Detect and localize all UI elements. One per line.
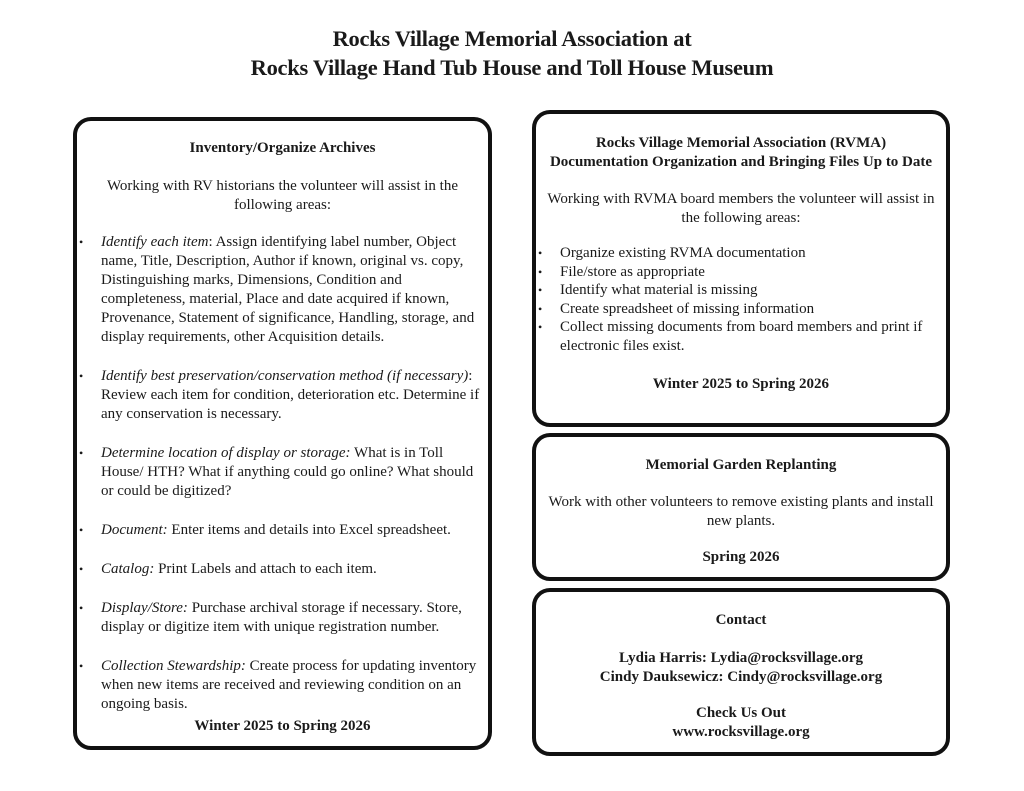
archives-date: Winter 2025 to Spring 2026 xyxy=(194,718,371,734)
list-item: • File/store as appropriate xyxy=(538,263,705,280)
bullet-icon: • xyxy=(79,659,84,673)
contact-heading: Contact xyxy=(715,612,767,628)
rvma-heading-line-1: Rocks Village Memorial Association (RVMA) xyxy=(595,135,887,151)
task-label: Catalog: xyxy=(101,561,155,577)
rvma-heading xyxy=(536,134,946,172)
bullet-icon: • xyxy=(79,446,84,460)
task-label: Determine location of display or storage: xyxy=(101,445,351,461)
task-text: Enter items and details into Excel spreadsheet. xyxy=(171,522,451,538)
rvma-date: Winter 2025 to Spring 2026 xyxy=(652,376,830,392)
list-item: • Organize existing RVMA documentation xyxy=(538,245,806,261)
list-item: • Collect missing documents from board members and print if electronic files exist. xyxy=(538,319,923,354)
list-item xyxy=(77,521,480,540)
list-item: • Identify what material is missing xyxy=(538,282,758,298)
garden-date: Spring 2026 xyxy=(702,549,780,565)
task-label: Identify best preservation/conservation method (if necessary) xyxy=(101,368,469,384)
list-item xyxy=(77,444,480,501)
bullet-icon: • xyxy=(538,320,543,334)
bullet-icon: • xyxy=(79,369,84,383)
rvma-intro: Working with RVMA board members the volunteer will assist in the following areas: xyxy=(547,191,935,226)
bullet-icon: • xyxy=(79,235,84,249)
contact-list xyxy=(536,649,946,687)
contact-cindy[interactable]: Cindy Dauksewicz: Cindy@rocksvillage.org xyxy=(599,669,883,685)
task-text: Purchase archival storage if necessary. Store, display or digitize item with unique registration number. xyxy=(101,600,462,635)
archives-intro: Working with RV historians the volunteer will assist in the following areas: xyxy=(106,178,459,213)
bullet-icon: • xyxy=(538,301,543,316)
task-label: Document: xyxy=(101,522,168,538)
archives-panel xyxy=(73,117,492,750)
list-item xyxy=(77,599,480,637)
bullet-icon: • xyxy=(79,601,84,615)
rvma-panel xyxy=(532,110,950,427)
task-label: Display/Store: xyxy=(101,600,188,616)
bullet-icon: • xyxy=(79,523,84,537)
contact-lydia[interactable]: Lydia Harris: Lydia@rocksvillage.org xyxy=(618,650,864,666)
archives-heading: Inventory/Organize Archives xyxy=(189,140,376,156)
archives-task-list xyxy=(77,233,480,734)
bullet-icon: • xyxy=(538,246,543,260)
list-item: • Identify each item: Assign identifying label number, Object name, Title, Description, Author if known, original vs. copy, Distinguishing marks, Dimensions, Condition and completeness, material, Place and date acquired if known, Provenance, Statement of significance, Handling, storage, and display requirements, other Acquisition details. xyxy=(79,234,475,345)
task-text: What is in Toll House/ HTH? What if anything could go online? What should or could be digitized? xyxy=(101,445,474,499)
list-item: • Identify best preservation/conservation method (if necessary): Review each item for condition, deterioration etc. Determine if any conservation is necessary. xyxy=(79,368,480,422)
page-title-line-1: Rocks Village Memorial Association at xyxy=(332,26,692,51)
website-link[interactable]: www.rocksvillage.org xyxy=(672,724,810,740)
check-us-out-label: Check Us Out xyxy=(695,705,786,721)
task-label: Collection Stewardship: xyxy=(101,658,246,674)
task-text: Assign identifying label number, Object name, Title, Description, Author if known, original vs. copy, Distinguishing marks, Dimensions, Condition and completeness, material, Place and date acquired if known, Provenance, Statement of significance, Handling, storage, and display requirements, other Acquisition details. xyxy=(101,234,475,345)
bullet-icon: • xyxy=(79,562,84,576)
task-label: Identify each item xyxy=(101,234,209,250)
list-item xyxy=(77,560,480,579)
page-title xyxy=(0,24,1024,82)
rvma-heading-line-2: Documentation Organization and Bringing Files Up to Date xyxy=(549,154,933,170)
contact-panel xyxy=(532,588,950,756)
bullet-icon: • xyxy=(538,264,543,279)
bullet-icon: • xyxy=(538,283,543,297)
page-title-line-2: Rocks Village Hand Tub House and Toll House Museum xyxy=(250,55,774,80)
list-item: • Create spreadsheet of missing information xyxy=(538,300,815,317)
task-text: Review each item for condition, deterioration etc. Determine if any conservation is necessary. xyxy=(101,387,480,422)
rvma-task-list xyxy=(536,244,940,355)
list-item xyxy=(77,657,480,714)
garden-intro: Work with other volunteers to remove existing plants and install new plants. xyxy=(548,494,934,529)
task-text: Print Labels and attach to each item. xyxy=(158,561,377,577)
garden-heading: Memorial Garden Replanting xyxy=(645,457,837,473)
task-text: Create process for updating inventory when new items are received and reviewing condition on an ongoing basis. xyxy=(101,658,477,712)
garden-panel xyxy=(532,433,950,581)
